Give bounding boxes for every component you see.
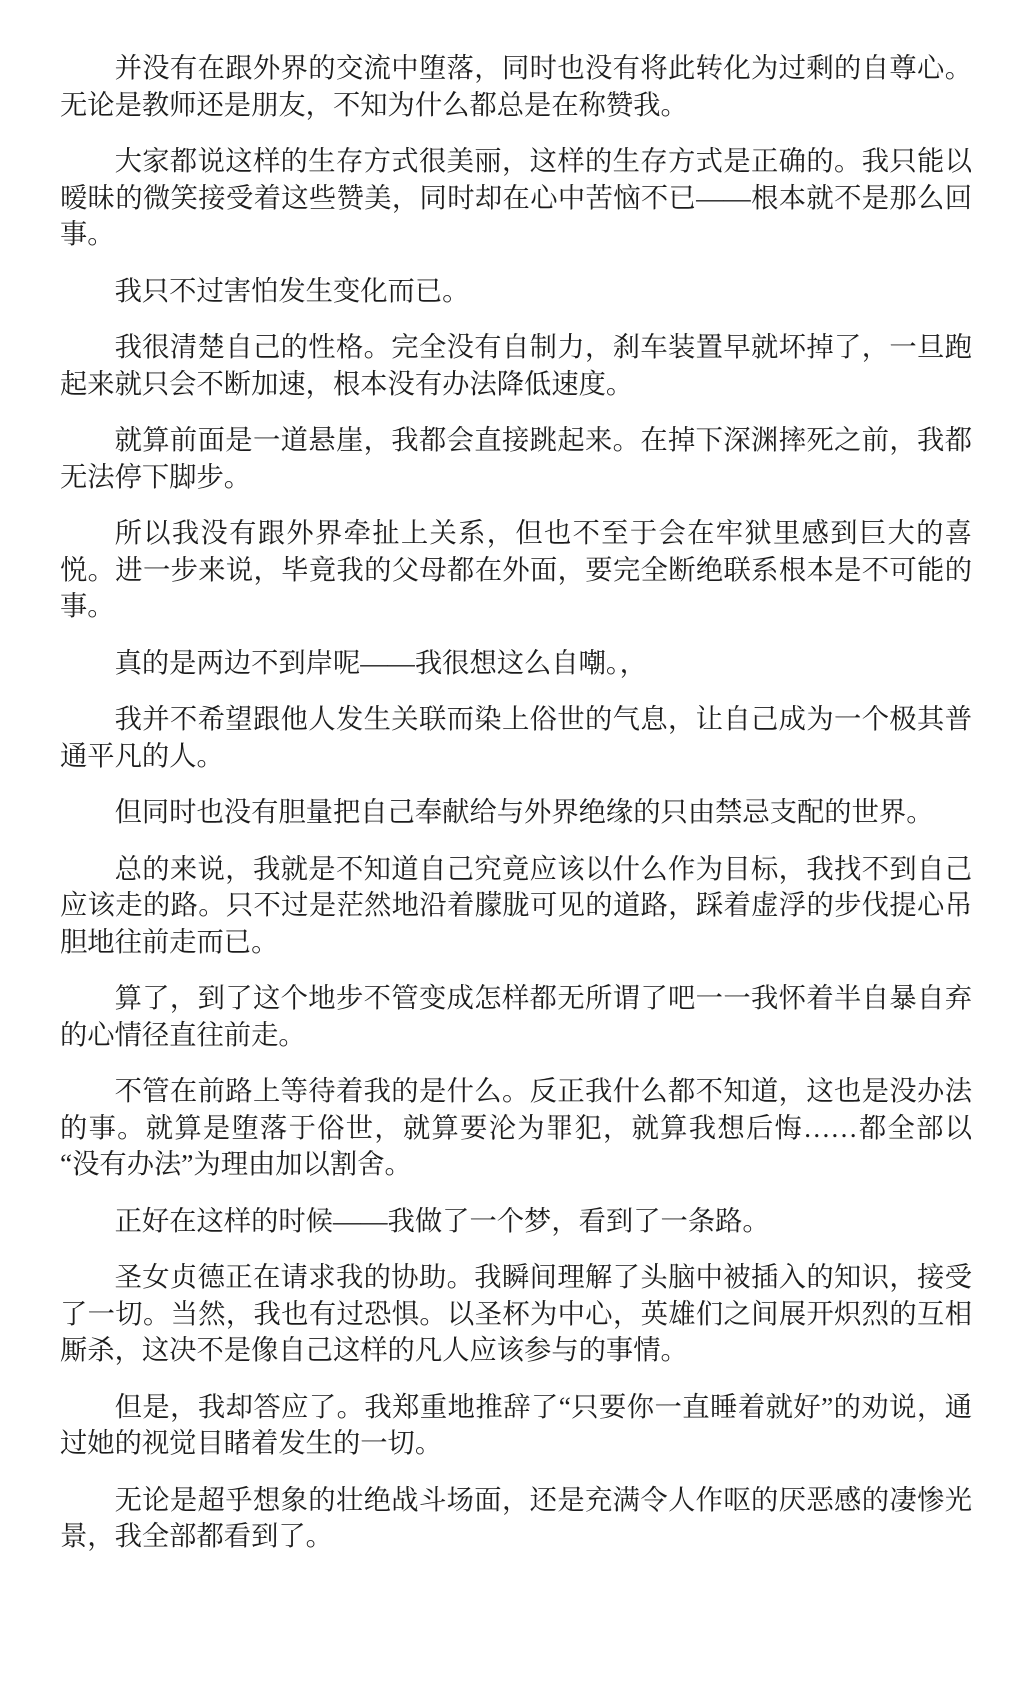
paragraph: 就算前面是一道悬崖，我都会直接跳起来。在掉下深渊摔死之前，我都无法停下脚步。 (60, 425, 972, 492)
paragraph: 并没有在跟外界的交流中堕落，同时也没有将此转化为过剩的自尊心。无论是教师还是朋友，不知为什么都总是在称赞我。 (60, 53, 972, 120)
paragraph: 我并不希望跟他人发生关联而染上俗世的气息，让自己成为一个极其普通平凡的人。 (60, 704, 972, 771)
paragraph: 圣女贞德正在请求我的协助。我瞬间理解了头脑中被插入的知识，接受了一切。当然，我也有过恐惧。以圣杯为中心，英雄们之间展开炽烈的互相厮杀，这决不是像自己这样的凡人应该参与的事情。 (60, 1262, 972, 1365)
paragraph: 所以我没有跟外界牵扯上关系，但也不至于会在牢狱里感到巨大的喜悦。进一步来说，毕竟我的父母都在外面，要完全断绝联系根本是不可能的事。 (60, 518, 972, 621)
paragraph: 正好在这样的时候——我做了一个梦，看到了一条路。 (114, 1205, 770, 1236)
paragraph: 我很清楚自己的性格。完全没有自制力，刹车装置早就坏掉了，一旦跑起来就只会不断加速，根本没有办法降低速度。 (60, 332, 972, 399)
paragraph: 我只不过害怕发生变化而已。 (114, 275, 470, 306)
paragraph: 不管在前路上等待着我的是什么。反正我什么都不知道，这也是没办法的事。就算是堕落于俗世，就算要沦为罪犯，就算我想后悔……都全部以“没有办法”为理由加以割舍。 (60, 1076, 972, 1179)
paragraph: 无论是超乎想象的壮绝战斗场面，还是充满令人作呕的厌恶感的凄惨光景，我全部都看到了。 (60, 1484, 972, 1551)
paragraph: 算了，到了这个地步不管变成怎样都无所谓了吧一一我怀着半自暴自弃的心情径直往前走。 (60, 983, 972, 1050)
paragraph: 但是，我却答应了。我郑重地推辞了“只要你一直睡着就好”的劝说，通过她的视觉目睹着发生的一切。 (60, 1391, 972, 1458)
paragraph: 真的是两边不到岸呢——我很想这么自嘲。， (114, 647, 647, 678)
paragraph: 但同时也没有胆量把自己奉献给与外界绝缘的只由禁忌支配的世界。 (114, 797, 934, 827)
paragraph: 总的来说，我就是不知道自己究竟应该以什么作为目标，我找不到自己应该走的路。只不过是茫然地沿着朦胧可见的道路，踩着虚浮的步伐提心吊胆地往前走而已。 (60, 853, 972, 957)
paragraph: 大家都说这样的生存方式很美丽，这样的生存方式是正确的。我只能以暧昧的微笑接受着这些赞美，同时却在心中苦恼不已——根本就不是那么回事。 (60, 146, 972, 249)
